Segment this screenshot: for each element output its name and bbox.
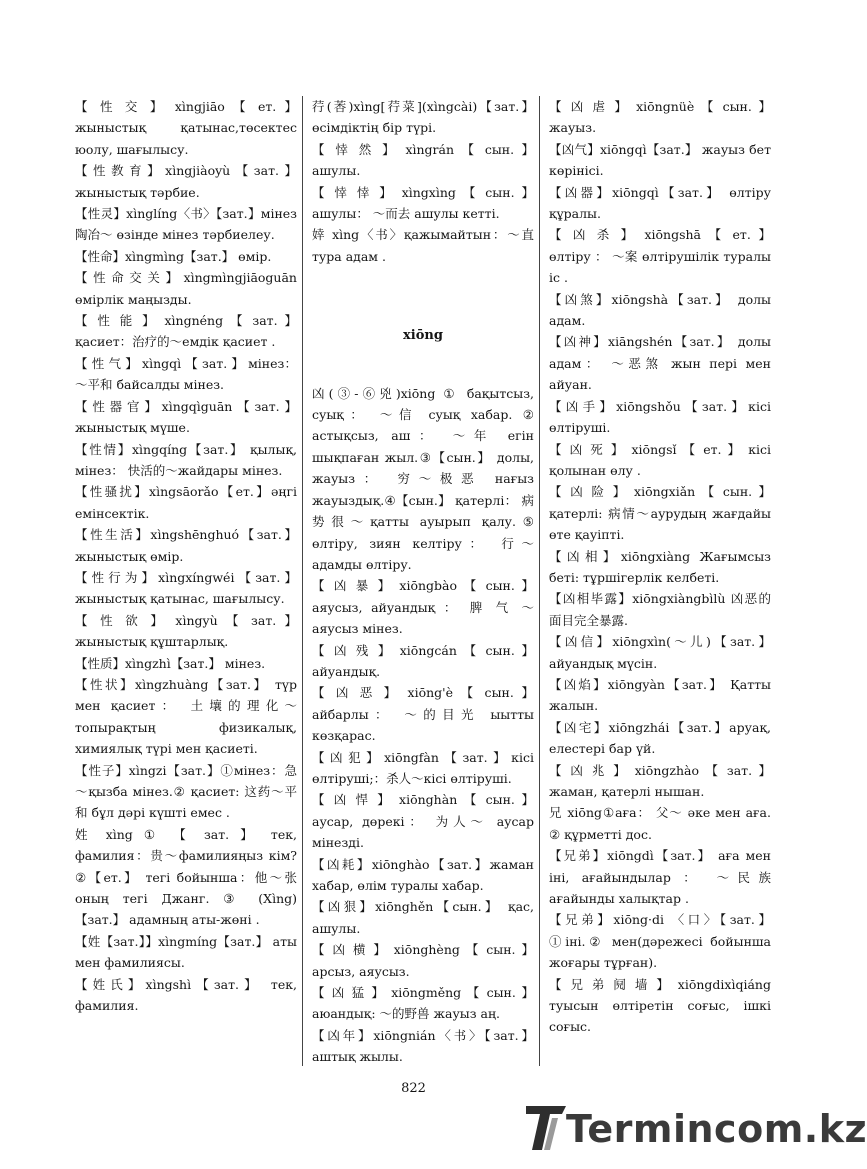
dictionary-entry: 【 凶 兆 】 xiōngzhào 【 зат. 】 жаман, қатерлі нышан. xyxy=(549,762,771,799)
dictionary-entry: 【姓氏】xìngshì【зат.】 тек, фамилия. xyxy=(75,976,297,1014)
dictionary-entry: 【 性 欲 】 xìngyù 【 зат. 】 жыныстық құштарлық. xyxy=(75,612,297,650)
dictionary-entry: 【 性 交 】 xìngjiāo 【 ет. 】 жыныстық қатынас,төсектес юолу, шағылысу. xyxy=(75,99,297,157)
dictionary-entry: 【凶神】xiāngshén【зат.】 долы адам： ～恶煞 жын пері мен айуан. xyxy=(549,334,771,393)
dictionary-entry: 【凶器】xiōngqì【зат.】 өлтіру құралы. xyxy=(549,184,771,222)
dictionary-entry: 【性生活】xìngshēnghuó【зат.】жыныстық өмір. xyxy=(75,527,297,564)
dictionary-entry: 【凶相】xiōngxiàng Жағымсыз беті: тұршігерлік келбеті. xyxy=(549,548,771,585)
dictionary-entry: 【 凶 横 】 xiōnghèng 【 сын. 】 арсыз, аяусыз. xyxy=(312,942,534,979)
dictionary-entry: 【 凶 残 】 xiōngcán 【 сын. 】 айуандық. xyxy=(312,642,534,679)
dictionary-entry: 【 凶 险 】 xiōngxiǎn 【 сын. 】 қатерлі: 病情～аурудың жағдайы өте қауіпті. xyxy=(549,484,771,543)
dictionary-entry: 【性命交关】xìngmìngjiāoguān өмірлік маңызды. xyxy=(75,270,297,307)
dictionary-column-middle xyxy=(312,96,534,1068)
dictionary-entry: 【性教育】xìngjiàoyù【зат.】жыныстық тәрбие. xyxy=(75,163,297,200)
dictionary-entry: 兄 xiōng①аға： 父～ әке мен аға. ② құрметті дос. xyxy=(549,805,771,842)
dictionary-entry: 婞 xìng〈书〉қажымайтын：～直 тура адам . xyxy=(312,227,534,264)
dictionary-entry: 【 凶 杀 】 xiōngshā 【 ет. 】 өлтіру ： ～案 өлтірушілік туралы іс . xyxy=(549,227,771,286)
column-divider xyxy=(302,96,303,1066)
dictionary-entry: 【兄弟】xiōng·di 〈口〉【зат.】①іні.② мен(дәрежесі бойынша жоғары тұрған). xyxy=(549,912,771,971)
dictionary-entry: 凶(③-⑥兇)xiōng ① бақытсыз, суық： ～信 суық хабар. ② астықсыз, аш： ～年 егін шықпаған жыл.③【сын.】 долы, жауыз： 穷～极恶 нағыз жауыздық.④【сын.】 қатерлі： 病势很～қатты ауырып қалу.⑤ өлтіру, зиян келтіру： 行～ адамды өлтіру. xyxy=(312,385,534,572)
dictionary-entry: 【性骚扰】xìngsāorǎo【ет.】әңгі емінсектік. xyxy=(75,484,297,521)
dictionary-entry: 【性质】xìngzhì【зат.】 мінез. xyxy=(75,655,266,671)
dictionary-entry: 【 凶 恶 】 xiōng'è 【 сын. 】 айбарлы： ～的目光 ыытты көзқарас. xyxy=(312,685,534,744)
dictionary-entry: 【 凶 虐 】 xiōngnüè 【 сын. 】 жауыз. xyxy=(549,99,771,136)
section-heading: xiōng xyxy=(403,328,443,344)
dictionary-entry: 【 凶 猛 】 xiōngměng 【 сын. 】 аюандық: ～的野兽 жауыз аң. xyxy=(312,985,534,1022)
dictionary-entry: 【凶信】xiōngxìn(～儿)【зат.】айуандық мүсін. xyxy=(549,634,771,671)
dictionary-entry: 姓 xìng ① 【 зат. 】 тек, фамилия：贵～фамилияңыз кім? ②【ет.】 тегі бойынша：他～张 оның тегі Джанг. ③ (Xìng)【зат.】 адамның аты-жөні . xyxy=(75,826,297,928)
dictionary-column-right xyxy=(549,96,771,1038)
dictionary-entry: 【性情】xìngqíng【зат.】 қылық, мінез： 快活的～жайдары мінез. xyxy=(75,441,297,478)
dictionary-column-left xyxy=(75,96,297,1016)
page-number: 822 xyxy=(401,1081,426,1096)
dictionary-entry: 【 性 气 】 xìngqì 【 зат. 】 мінез： ～平和 байсалды мінез. xyxy=(75,355,297,393)
dictionary-entry: 【姓【зат.】】xìngmíng【зат.】 аты мен фамилиясы. xyxy=(75,933,297,971)
dictionary-entry: 【 悻 悻 】 xìngxìng 【 сын. 】 ашулы： ～而去 ашулы кетті. xyxy=(312,184,534,222)
dictionary-entry: 【 凶 暴 】 xiōngbào 【 сын. 】 аяусыз, айуандық ： 脾 气 ～ аяусыз мінез. xyxy=(312,578,534,637)
dictionary-entry: 【性器官】xìngqìguān【зат.】жыныстық мүше. xyxy=(75,398,297,436)
dictionary-entry: 【性状】xìngzhuàng【зат.】 түр мен қасиет： 土壤的理化～ топырақтың физикалық, химиялық түрі мен қасиеті. xyxy=(75,676,297,757)
dictionary-entry: 【兄弟】xiōngdì【зат.】 аға мен іні, ағайындылар ： ～民族 ағайынды халықтар . xyxy=(549,848,771,907)
dictionary-entry: 【凶气】xiōngqì【зат.】 жауыз бет көрінісі. xyxy=(549,141,771,179)
dictionary-entry: 【凶相毕露】xiōngxiàngbìlù 凶恶的面目完全暴露. xyxy=(549,591,771,628)
dictionary-entry: 【 凶 死 】 xiōngsǐ 【 ет. 】 кісі қолынан өлу . xyxy=(549,441,771,478)
dictionary-entry: 【 性 能 】 xìngnéng 【 зат. 】 қасиет：治疗的～емдік қасиет . xyxy=(75,313,297,350)
dictionary-entry: 【凶耗】xiōnghào【зат.】жаман хабар, өлім туралы хабар. xyxy=(312,856,534,893)
dictionary-entry: 【 凶 悍 】 xiōnghàn 【 сын. 】 аусар, дөрекі： 为人～ аусар мінезді. xyxy=(312,792,534,851)
dictionary-entry: 【性行为】xìngxíngwéi【зат.】жыныстық қатынас, шағылысу. xyxy=(75,569,297,607)
dictionary-entry: 【凶宅】xiōngzhái【зат.】аруақ, елестері бар үй. xyxy=(549,719,771,757)
dictionary-entry: 【凶焰】xiōngyàn【зат.】 Қатты жалын. xyxy=(549,676,771,714)
dictionary-entry: 【凶煞】xiōngshà【зат.】 долы адам. xyxy=(549,291,771,329)
dictionary-entry: 【性子】xìngzi【зат.】①мінез：急～қызба мінез.② қасиет: 这药～平和 бұл дәрі күшті емес . xyxy=(75,762,297,821)
dictionary-entry: 【凶年】xiōngnián〈书〉【зат.】 аштық жылы. xyxy=(312,1027,534,1065)
watermark-logo xyxy=(522,1096,867,1156)
dictionary-entry: 【 兄 弟 阋 墙 】 xiōngdixìqiáng туысын өлтіретін соғыс, ішкі соғыс. xyxy=(549,976,771,1035)
watermark-text: Termincom.kz xyxy=(566,1107,867,1151)
dictionary-entry: 【凶犯】xiōngfàn【зат.】кісі өлтіруші;：杀人～кісі өлтіруші. xyxy=(312,749,534,786)
dictionary-entry: 【性命】xìngmìng【зат.】 өмір. xyxy=(75,248,272,264)
dictionary-entry: 【性灵】xìnglíng〈书〉【зат.】мінез 陶冶～ өзінде мінез тәрбиелеу. xyxy=(75,206,297,243)
dictionary-entry: 【凶手】xiōngshǒu【зат.】кісі өлтіруші. xyxy=(549,398,771,436)
column-divider xyxy=(539,96,540,1066)
dictionary-entry: 荇(莕)xìng[荇菜](xìngcài)【зат.】өсімдіктің бір түрі. xyxy=(312,99,534,136)
dictionary-entry: 【 悻 然 】 xìngrán 【 сын. 】 ашулы. xyxy=(312,141,534,179)
dictionary-entry: 【凶狠】xiōnghěn【сын.】 қас, ашулы. xyxy=(312,899,534,936)
